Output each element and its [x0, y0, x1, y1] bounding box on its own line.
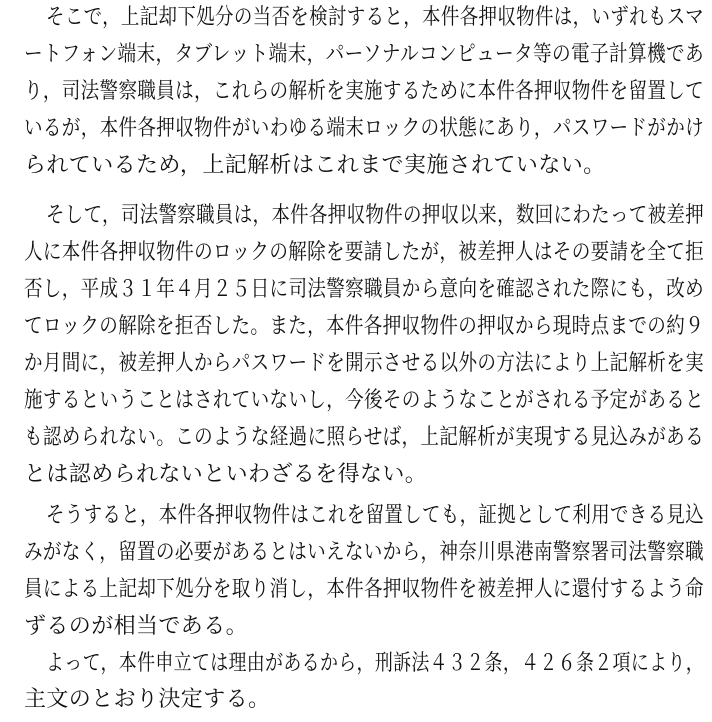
p2-line-2: 人に本件各押収物件のロックの解除を要請したが，被差押人はその要請を全て拒 — [24, 240, 704, 265]
p3-line-4: ずるのが相当である。 — [24, 614, 249, 639]
p3-line-3: 員による上記却下処分を取り消し，本件各押収物件を被差押人に還付するよう命 — [24, 577, 704, 602]
p2-line-5: か月間に，被差押人からパスワードを開示させる以外の方法により上記解析を実 — [24, 351, 704, 376]
p2-line-7: も認められない。このような経過に照らせば，上記解析が実現する見込みがある — [24, 425, 704, 450]
p2-line-8: とは認められないといわざるを得ない。 — [24, 462, 428, 487]
p3-line-2: みがなく，留置の必要があるとはいえないから，神奈川県港南警察署司法警察職 — [24, 540, 704, 565]
p2-line-3: 否し，平成３１年４月２５日に司法警察職員から意向を確認された際にも，改め — [24, 277, 704, 302]
p4-line-2: 主文のとおり決定する。 — [24, 687, 271, 712]
p1-line-2: ートフォン端末，タブレット端末，パーソナルコンピュータ等の電子計算機であ — [24, 42, 704, 67]
p2-line-4: てロックの解除を拒否した。また，本件各押収物件の押収から現時点までの約９ — [24, 314, 704, 339]
p4-line-1: よって，本件申立ては理由があるから，刑訴法４３２条，４２６条２項により， — [46, 651, 704, 676]
p2-line-1: そして，司法警察職員は，本件各押収物件の押収以来，数回にわたって被差押 — [46, 203, 704, 228]
p1-line-3: り，司法警察職員は，これらの解析を実施するために本件各押収物件を留置して — [24, 79, 704, 104]
p1-line-1: そこで，上記却下処分の当否を検討すると，本件各押収物件は，いずれもスマ — [46, 5, 704, 30]
p1-line-4: いるが，本件各押収物件がいわゆる端末ロックの状態にあり，パスワードがかけ — [24, 116, 704, 141]
p2-line-6: 施するということはされていないし，今後そのようなことがされる予定があると — [24, 388, 704, 413]
p1-line-5: られているため，上記解析はこれまで実施されていない。 — [24, 153, 606, 178]
p3-line-1: そうすると，本件各押収物件はこれを留置しても，証拠として利用できる見込 — [46, 503, 704, 528]
